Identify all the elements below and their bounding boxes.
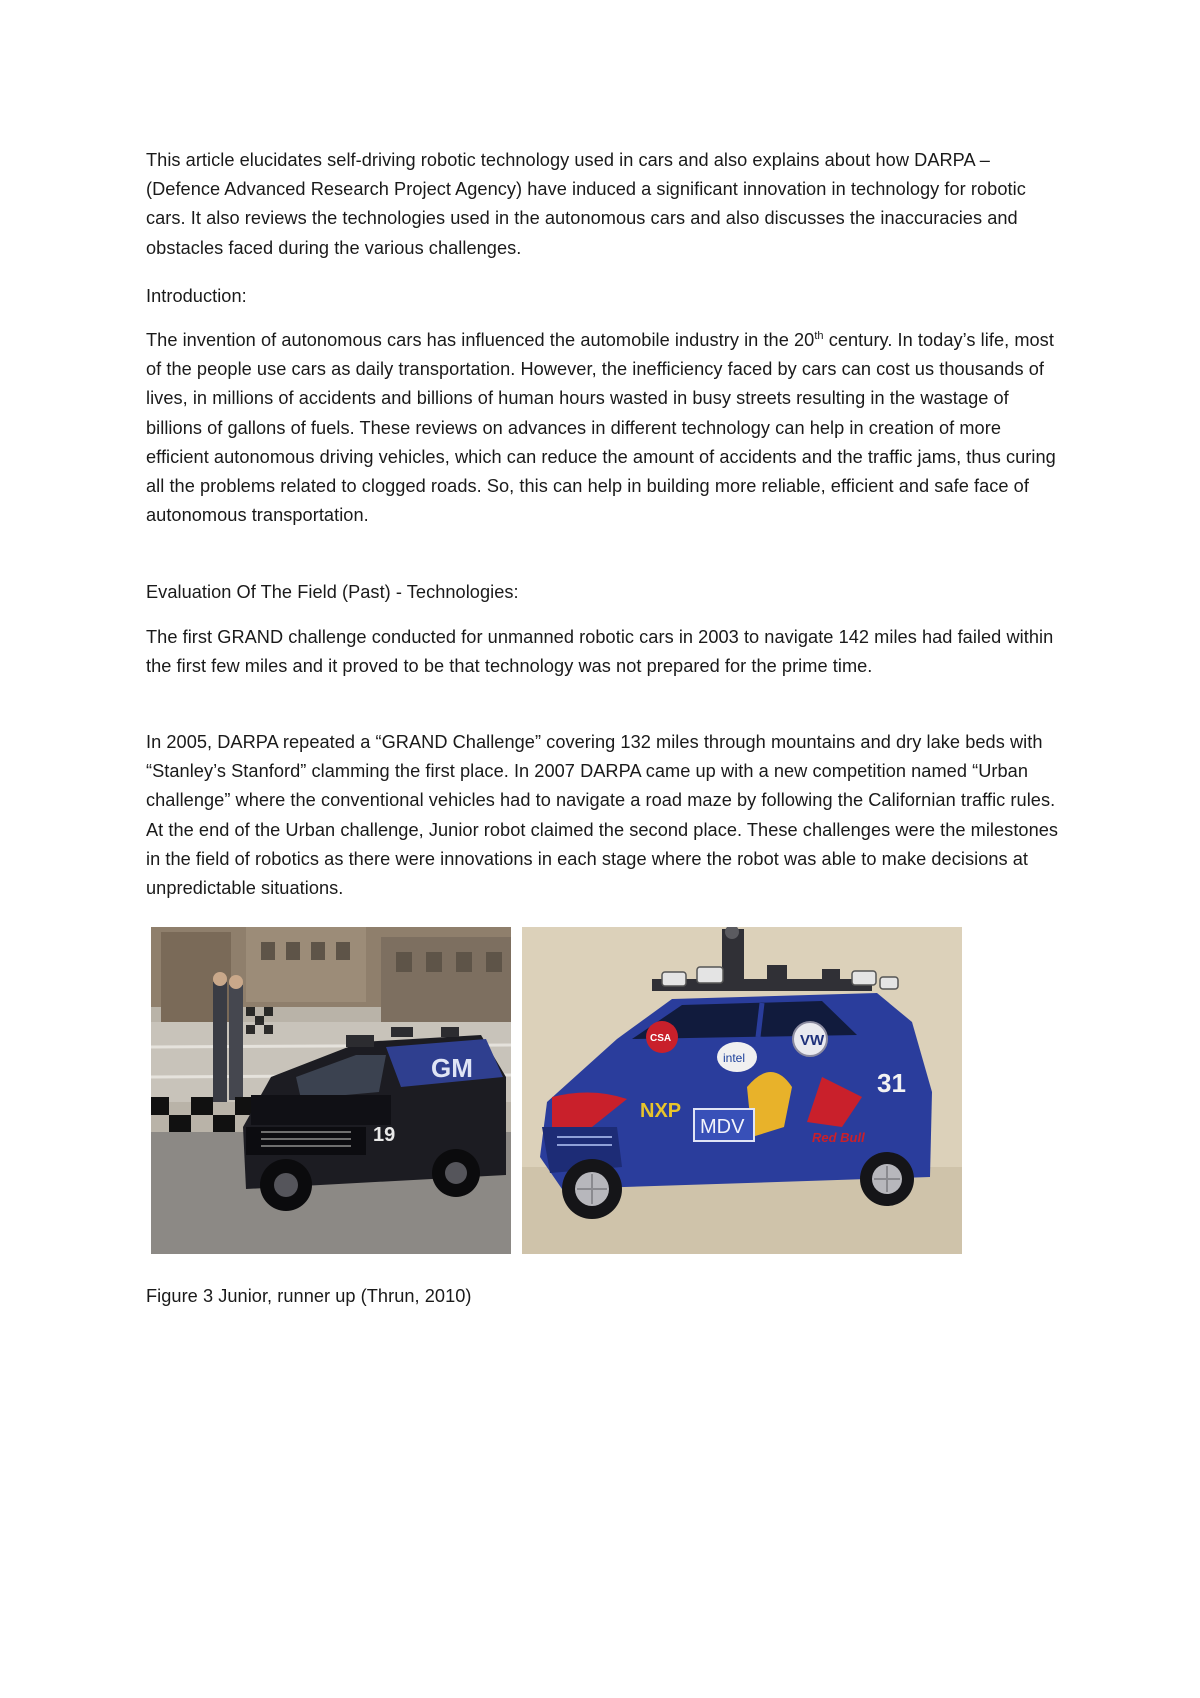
stanford-mdv-panel: MDV bbox=[700, 1116, 745, 1138]
svg-text:CSA: CSA bbox=[650, 1033, 672, 1044]
stanford-car-photo bbox=[522, 927, 962, 1254]
introduction-heading bbox=[146, 282, 1066, 311]
junior-car-photo bbox=[151, 927, 511, 1254]
darpa-2005-text: In 2005, DARPA repeated a “GRAND Challenge” covering 132 miles through mountains and dry lake beds with “Stanley’s Stanford” clamming the first place. In 2007 DARPA came up with a new competition named “Urban challenge” where the conventional vehicles had to navigate a road maze by following the Californian traffic rules. At the end of the Urban challenge, Junior robot claimed the second place. These challenges were the milestones in the field of robotics as there were innovations in each stage where the robot was able to make decisions at unpredictable situations. bbox=[146, 732, 1059, 899]
junior-gm-logo: GM bbox=[431, 1053, 473, 1083]
darpa-2005-paragraph bbox=[146, 728, 1066, 903]
junior-car-number: 19 bbox=[373, 1124, 396, 1146]
abstract-paragraph bbox=[146, 146, 1066, 263]
figure-caption bbox=[146, 1282, 1066, 1311]
junior-car-illustration bbox=[151, 927, 511, 1254]
stanford-car-illustration bbox=[522, 927, 962, 1254]
evaluation-heading-text: Evaluation Of The Field (Past) - Technologies: bbox=[146, 582, 519, 602]
introduction-heading-text: Introduction: bbox=[146, 286, 247, 306]
introduction-text bbox=[146, 326, 1066, 530]
abstract-text: This article elucidates self-driving robotic technology used in cars and also explains about how DARPA – (Defence Advanced Research Project Agency) have induced a significant innovation in technology for robotic cars. It also reviews the technologies used in the autonomous cars and also discusses the inaccuracies and obstacles faced during the various challenges. bbox=[146, 150, 1026, 258]
century-superscript: th bbox=[814, 329, 824, 342]
introduction-paragraph bbox=[146, 326, 1066, 530]
grand-challenge-text: The first GRAND challenge conducted for unmanned robotic cars in 2003 to navigate 142 miles had failed within the first few miles and it proved to be that technology was not prepared for the prime time. bbox=[146, 627, 1054, 677]
introduction-text-part1: The invention of autonomous cars has influenced the automobile industry in the 20 bbox=[146, 330, 815, 350]
figure-caption-text: Figure 3 Junior, runner up (Thrun, 2010) bbox=[146, 1286, 472, 1306]
stanford-nxp-badge: NXP bbox=[640, 1100, 682, 1122]
grand-challenge-paragraph bbox=[146, 623, 1066, 681]
stanford-intel-logo: intel bbox=[723, 1051, 746, 1065]
stanford-car-number: 31 bbox=[877, 1068, 906, 1098]
introduction-text-part2: century. In today’s life, most of the people use cars as daily transportation. However, the inefficiency faced by cars can cost us thousands of lives, in millions of accidents and billions of human hours wasted in busy streets resulting in the wastage of billions of gallons of fuels. These reviews on advances in different technology can help in creation of more efficient autonomous driving vehicles, which can reduce the amount of accidents and the traffic jams, thus curing all the problems related to clogged roads. So, this can help in building more reliable, efficient and safe face of autonomous transportation. bbox=[146, 330, 1056, 526]
svg-text:VW: VW bbox=[800, 1032, 825, 1049]
svg-text:Red Bull: Red Bull bbox=[812, 1130, 865, 1145]
evaluation-heading bbox=[146, 578, 1066, 607]
